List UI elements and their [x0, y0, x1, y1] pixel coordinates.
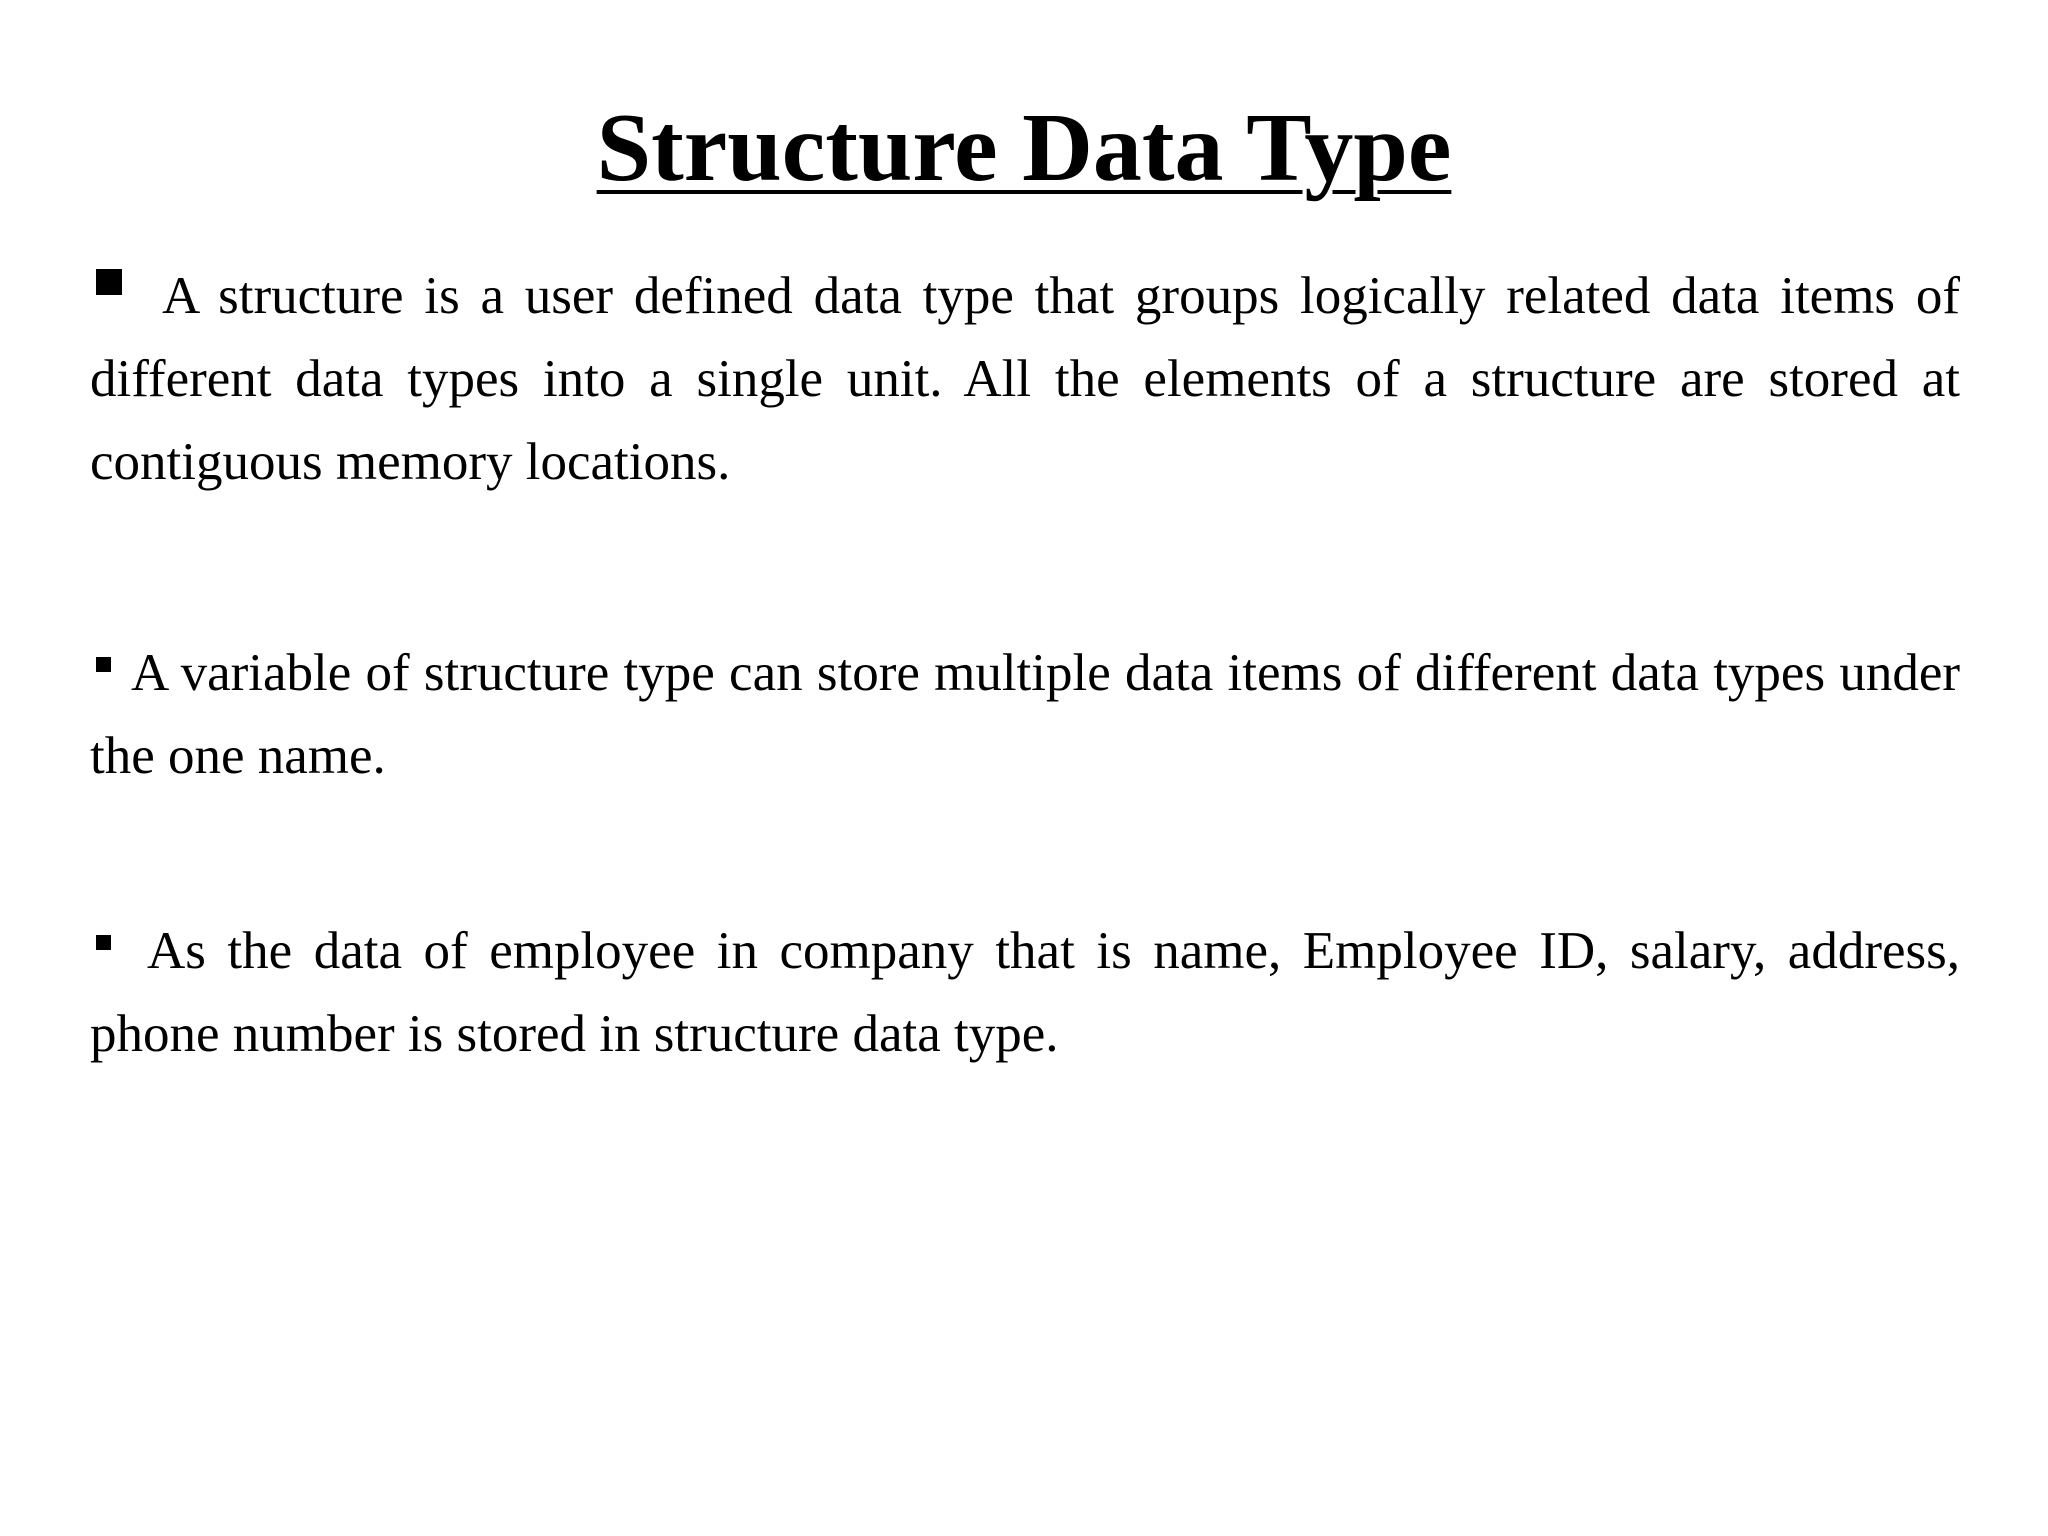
bullet-item-2: [90, 632, 1960, 798]
slide-title: Structure Data Type: [596, 94, 1452, 202]
bullet-text-2: A variable of structure type can store multiple data items of different data types under the one name.: [90, 644, 1960, 785]
square-bullet-icon: [96, 657, 111, 672]
bullet-text-3: As the data of employee in company that is name, Employee ID, salary, address, phone number is stored in structure data type.: [90, 922, 1960, 1063]
square-bullet-icon: [96, 269, 122, 295]
bullet-item-3: [90, 910, 1960, 1076]
bullet-item-1: [90, 255, 1960, 504]
bullet-text-1: A structure is a user defined data type that groups logically related data items of different data types into a single unit. All the elements of a structure are stored at contiguous memory locations.: [90, 267, 1960, 491]
square-bullet-icon: [96, 935, 111, 950]
